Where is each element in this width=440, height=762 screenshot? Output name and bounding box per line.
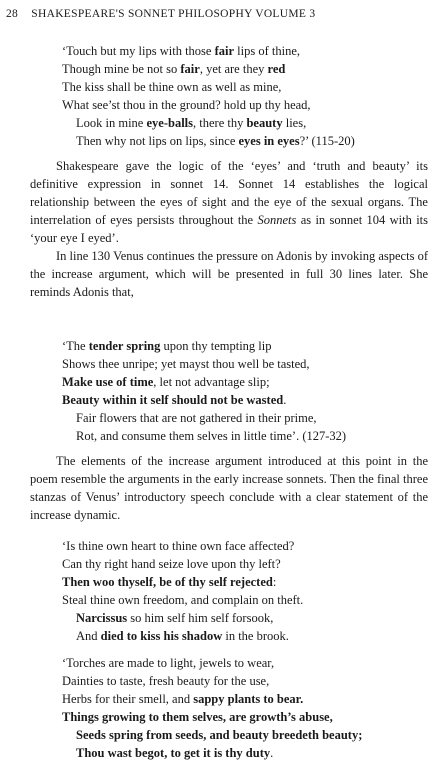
verse-line — [62, 573, 303, 591]
text-run: as in sonnet 104 with its ‘your eye I eyed’. — [30, 213, 428, 245]
bold-text: Thou wast begot, to get it is thy duty — [76, 746, 271, 760]
verse-line — [62, 591, 303, 609]
prose-block-1 — [30, 157, 428, 301]
verse-line — [62, 609, 303, 627]
text-run: Then why not lips on lips, since — [76, 134, 239, 148]
text-run: Fair flowers that are not gathered in their prime, — [76, 411, 317, 425]
text-run: In line 130 Venus continues the pressure on Adonis by invoking aspects of the increase argument, which will be presented in full 30 lines later. She reminds Adonis that, — [30, 249, 428, 299]
text-run: What see’st thou in the ground? hold up thy head, — [62, 98, 311, 112]
bold-text: eyes in eyes — [238, 134, 300, 148]
verse-line — [62, 60, 355, 78]
text-run: The elements of the increase argument introduced at this point in the poem resemble the arguments in the early increase sonnets. Then the final three stanzas of Venus’ introductory speech conclude with a clear statement of the increase dynamic. — [30, 454, 428, 522]
text-run: Steal thine own freedom, and complain on theft. — [62, 593, 304, 607]
text-run: so him self him self forsook, — [127, 611, 274, 625]
paragraph — [30, 247, 428, 301]
bold-text: Beauty within it self should not be wasted — [62, 393, 284, 407]
bold-text: tender spring — [88, 339, 161, 353]
verse-line — [62, 355, 346, 373]
text-run: : — [272, 575, 277, 589]
text-run: in the brook. — [222, 629, 289, 643]
text-run: Though mine be not so — [62, 62, 181, 76]
italic-text: Sonnets — [257, 213, 297, 227]
verse-line — [62, 132, 355, 150]
text-run: Rot, and consume them selves in little time’. (127-32) — [76, 429, 347, 443]
bold-text: Then woo thyself, be of thy self rejected — [62, 575, 273, 589]
verse-line — [62, 391, 346, 409]
verse-line — [62, 627, 303, 645]
text-run: Shakespeare gave the logic of the ‘eyes’ and ‘truth and beauty’ its definitive expression in sonnet 14. Sonnet 14 establishes the logical relationship between the eyes of sight and the eye of the sexual organs. The interrelation of eyes persists throughout the — [30, 159, 428, 227]
verse-line — [62, 654, 362, 672]
text-run: ‘Torches are made to light, jewels to wear, — [62, 656, 275, 670]
text-run: ‘The — [62, 339, 89, 353]
bold-text: fair — [214, 44, 235, 58]
text-run: Can thy right hand seize love upon thy left? — [62, 557, 281, 571]
verse-block-1 — [62, 42, 355, 150]
verse-line — [62, 96, 355, 114]
verse-line — [62, 726, 362, 744]
bold-text: eye-balls — [146, 116, 194, 130]
text-run: , there thy — [193, 116, 247, 130]
verse-line — [62, 708, 362, 726]
text-run: , let not advantage slip; — [153, 375, 270, 389]
verse-block-3 — [62, 537, 303, 645]
paragraph — [30, 157, 428, 247]
text-run: The kiss shall be thine own as well as mine, — [62, 80, 282, 94]
running-title: SHAKESPEARE'S SONNET PHILOSOPHY VOLUME 3 — [31, 8, 316, 20]
verse-line — [62, 409, 346, 427]
verse-line — [62, 114, 355, 132]
verse-line — [62, 744, 362, 762]
bold-text: fair — [180, 62, 200, 76]
running-header — [6, 8, 434, 20]
text-run: And — [76, 629, 101, 643]
text-run: ?’ (115-20) — [299, 134, 355, 148]
text-run: upon thy tempting lip — [160, 339, 272, 353]
prose-block-2 — [30, 452, 428, 524]
verse-line — [62, 555, 303, 573]
bold-text: red — [267, 62, 286, 76]
text-run: Look in mine — [76, 116, 147, 130]
bold-text: beauty — [246, 116, 283, 130]
verse-line — [62, 337, 346, 355]
text-run: . — [283, 393, 287, 407]
text-run: Herbs for their smell, and — [62, 692, 194, 706]
verse-line — [62, 373, 346, 391]
text-run: Shows thee unripe; yet mayst thou well be tasted, — [62, 357, 310, 371]
verse-line — [62, 537, 303, 555]
page-number: 28 — [6, 8, 19, 20]
bold-text: Things growing to them selves, are growth’s abuse, — [62, 710, 333, 724]
text-run: lies, — [282, 116, 307, 130]
text-run: ‘Is thine own heart to thine own face affected? — [62, 539, 295, 553]
bold-text: died to kiss his shadow — [100, 629, 223, 643]
text-run: Dainties to taste, fresh beauty for the use, — [62, 674, 270, 688]
verse-line — [62, 78, 355, 96]
text-run: lips of thine, — [234, 44, 300, 58]
verse-block-2 — [62, 337, 346, 445]
bold-text: sappy plants to bear. — [193, 692, 304, 706]
verse-line — [62, 42, 355, 60]
verse-line — [62, 690, 362, 708]
verse-line — [62, 427, 346, 445]
verse-line — [62, 672, 362, 690]
verse-block-4 — [62, 654, 362, 762]
text-run: . — [270, 746, 274, 760]
bold-text: Seeds spring from seeds, and beauty breedeth beauty; — [76, 728, 363, 742]
paragraph — [30, 452, 428, 524]
bold-text: Make use of time — [62, 375, 154, 389]
bold-text: Narcissus — [76, 611, 128, 625]
text-run: ‘Touch but my lips with those — [62, 44, 215, 58]
text-run: , yet are they — [199, 62, 268, 76]
